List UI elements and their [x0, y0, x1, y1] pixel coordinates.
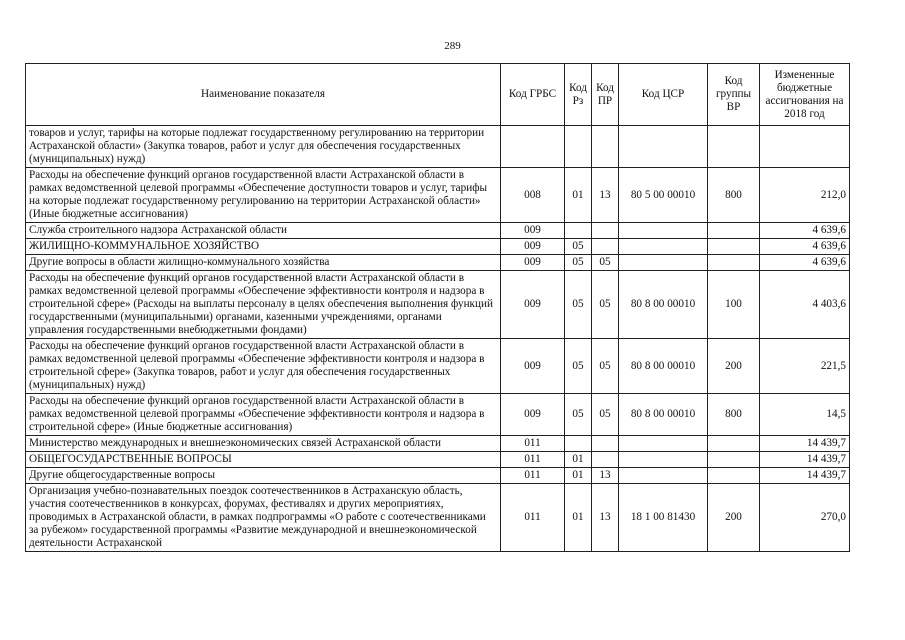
row-name: ОБЩЕГОСУДАРСТВЕННЫЕ ВОПРОСЫ	[26, 452, 501, 468]
header-csr: Код ЦСР	[619, 64, 708, 126]
row-pr: 05	[592, 271, 619, 339]
row-amount: 4 639,6	[760, 239, 850, 255]
row-pr	[592, 239, 619, 255]
row-vr	[708, 255, 760, 271]
table-row	[26, 223, 850, 239]
row-vr	[708, 239, 760, 255]
row-amount: 4 639,6	[760, 223, 850, 239]
page-number: 289	[444, 40, 461, 52]
header-rz: Код Рз	[565, 64, 592, 126]
row-amount: 4 639,6	[760, 255, 850, 271]
table-row	[26, 126, 850, 168]
row-grbs: 011	[501, 484, 565, 552]
table-row	[26, 239, 850, 255]
header-amount: Измененные бюджетные ассигнования на 2018 год	[760, 64, 850, 126]
row-csr: 18 1 00 81430	[619, 484, 708, 552]
row-name: Служба строительного надзора Астраханской области	[26, 223, 501, 239]
row-csr	[619, 239, 708, 255]
row-csr	[619, 255, 708, 271]
row-csr: 80 5 00 00010	[619, 168, 708, 223]
row-vr	[708, 223, 760, 239]
header-pr: Код ПР	[592, 64, 619, 126]
row-name: Расходы на обеспечение функций органов государственной власти Астраханской области в рамках ведомственной целевой программы «Обеспечение эффективности контроля и надзора в строительной сфере» (Расходы на выплаты персоналу в целях обеспечения выполнения функций государственными (муниципальными) органами, казенными учреждениями, органами управления государственными внебюджетными фондами)	[26, 271, 501, 339]
table-row	[26, 436, 850, 452]
row-rz: 05	[565, 271, 592, 339]
table-row	[26, 168, 850, 223]
row-name: Другие общегосударственные вопросы	[26, 468, 501, 484]
row-amount: 270,0	[760, 484, 850, 552]
row-pr: 05	[592, 339, 619, 394]
table-header-row	[26, 64, 850, 126]
row-rz: 05	[565, 394, 592, 436]
row-vr	[708, 468, 760, 484]
row-grbs: 011	[501, 468, 565, 484]
row-amount: 14,5	[760, 394, 850, 436]
row-name: ЖИЛИЩНО-КОММУНАЛЬНОЕ ХОЗЯЙСТВО	[26, 239, 501, 255]
row-csr	[619, 223, 708, 239]
row-csr	[619, 436, 708, 452]
budget-table	[25, 63, 850, 552]
row-vr	[708, 452, 760, 468]
row-amount: 14 439,7	[760, 468, 850, 484]
row-grbs: 009	[501, 239, 565, 255]
table-row	[26, 394, 850, 436]
row-grbs: 009	[501, 223, 565, 239]
table-row	[26, 271, 850, 339]
row-amount: 221,5	[760, 339, 850, 394]
row-name: товаров и услуг, тарифы на которые подлежат государственному регулированию на территории Астраханской области» (Закупка товаров, работ и услуг для обеспечения государственных (муниципальных) нужд)	[26, 126, 501, 168]
row-name: Расходы на обеспечение функций органов государственной власти Астраханской области в рамках ведомственной целевой программы «Обеспечение доступности товаров и услуг, тарифы на которые подлежат государственному регулированию на территории Астраханской области» (Иные бюджетные ассигнования)	[26, 168, 501, 223]
row-amount: 14 439,7	[760, 452, 850, 468]
row-name: Другие вопросы в области жилищно-коммунального хозяйства	[26, 255, 501, 271]
row-grbs: 009	[501, 255, 565, 271]
row-pr	[592, 436, 619, 452]
row-rz	[565, 223, 592, 239]
row-amount: 4 403,6	[760, 271, 850, 339]
row-vr: 200	[708, 339, 760, 394]
row-rz: 05	[565, 239, 592, 255]
row-rz	[565, 126, 592, 168]
row-csr: 80 8 00 00010	[619, 394, 708, 436]
table-row	[26, 468, 850, 484]
row-vr: 100	[708, 271, 760, 339]
row-pr: 05	[592, 394, 619, 436]
row-csr: 80 8 00 00010	[619, 271, 708, 339]
row-grbs: 009	[501, 394, 565, 436]
table-row	[26, 452, 850, 468]
row-csr: 80 8 00 00010	[619, 339, 708, 394]
row-grbs: 009	[501, 339, 565, 394]
row-rz	[565, 436, 592, 452]
row-grbs: 009	[501, 271, 565, 339]
row-rz: 05	[565, 255, 592, 271]
row-pr: 13	[592, 168, 619, 223]
row-amount: 212,0	[760, 168, 850, 223]
row-grbs: 011	[501, 436, 565, 452]
row-pr	[592, 223, 619, 239]
row-name: Расходы на обеспечение функций органов государственной власти Астраханской области в рамках ведомственной целевой программы «Обеспечение эффективности контроля и надзора в строительной сфере» (Закупка товаров, работ и услуг для обеспечения государственных (муниципальных) нужд)	[26, 339, 501, 394]
row-amount: 14 439,7	[760, 436, 850, 452]
row-csr	[619, 468, 708, 484]
header-grbs: Код ГРБС	[501, 64, 565, 126]
row-pr	[592, 126, 619, 168]
table-row	[26, 339, 850, 394]
row-csr	[619, 452, 708, 468]
header-vr: Код группы ВР	[708, 64, 760, 126]
row-vr: 200	[708, 484, 760, 552]
row-grbs: 011	[501, 452, 565, 468]
row-name: Расходы на обеспечение функций органов государственной власти Астраханской области в рамках ведомственной целевой программы «Обеспечение эффективности контроля и надзора в строительной сфере» (Иные бюджетные ассигнования)	[26, 394, 501, 436]
row-pr: 13	[592, 484, 619, 552]
row-vr	[708, 126, 760, 168]
row-vr: 800	[708, 168, 760, 223]
row-rz: 01	[565, 468, 592, 484]
row-pr: 13	[592, 468, 619, 484]
row-rz: 05	[565, 339, 592, 394]
row-amount	[760, 126, 850, 168]
row-rz: 01	[565, 452, 592, 468]
row-name: Организация учебно-познавательных поездок соотечественников в Астраханскую область, участия соотечественников в конкурсах, форумах, фестивалях и других мероприятиях, проводимых в Астраханской области, в рамках подпрограммы «О работе с соотечественниками за рубежом» государственной программы «Развитие международной и внешнеэкономической деятельности Астраханской	[26, 484, 501, 552]
table-row	[26, 484, 850, 552]
row-vr: 800	[708, 394, 760, 436]
table-row	[26, 255, 850, 271]
row-rz: 01	[565, 484, 592, 552]
row-pr	[592, 452, 619, 468]
row-name: Министерство международных и внешнеэкономических связей Астраханской области	[26, 436, 501, 452]
row-grbs: 008	[501, 168, 565, 223]
row-grbs	[501, 126, 565, 168]
row-pr: 05	[592, 255, 619, 271]
row-vr	[708, 436, 760, 452]
row-rz: 01	[565, 168, 592, 223]
header-name: Наименование показателя	[26, 64, 501, 126]
row-csr	[619, 126, 708, 168]
